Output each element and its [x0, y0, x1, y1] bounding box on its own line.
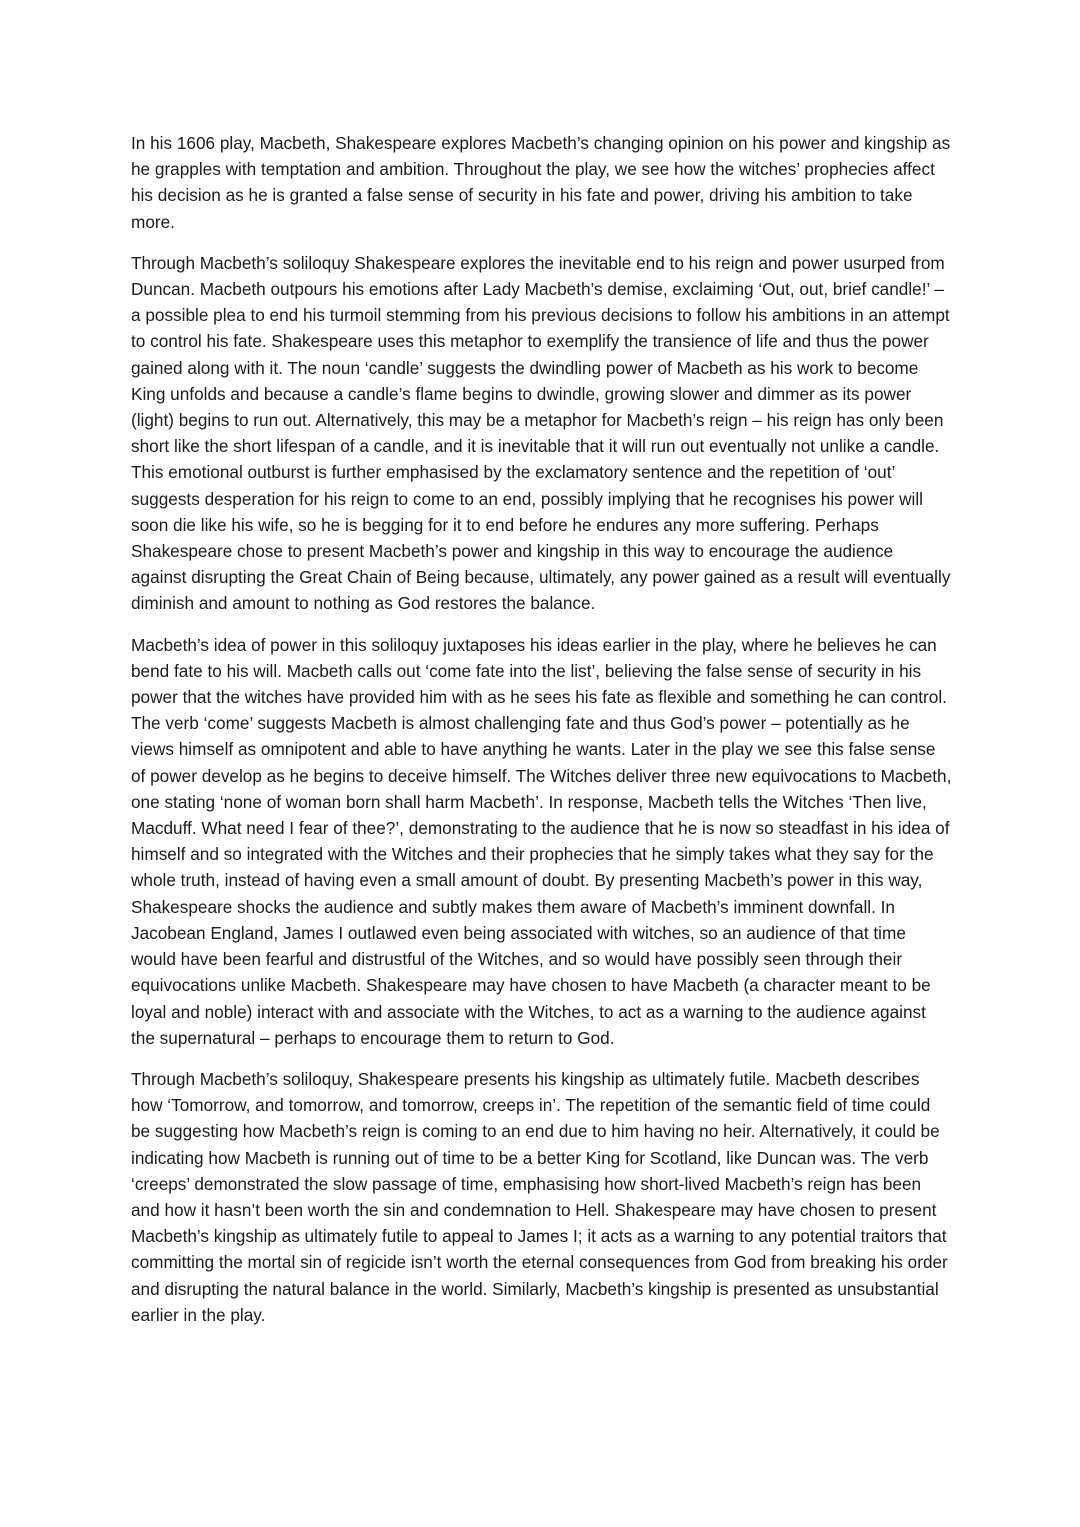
essay-body	[131, 130, 953, 1343]
paragraph-fate-and-witches: Macbeth’s idea of power in this soliloquy juxtaposes his ideas earlier in the play, where he believes he can bend fate to his will. Macbeth calls out ‘come fate into the list’, believing the false sense of security in his power that the witches have provided him with as he sees his fate as flexible and something he can control. The verb ‘come’ suggests Macbeth is almost challenging fate and thus God’s power – potentially as he views himself as omnipotent and able to have anything he wants. Later in the play we see this false sense of power develop as he begins to deceive himself. The Witches deliver three new equivocations to Macbeth, one stating ‘none of woman born shall harm Macbeth’. In response, Macbeth tells the Witches ‘Then live, Macduff. What need I fear of thee?’, demonstrating to the audience that he is now so steadfast in his idea of himself and so integrated with the Witches and their prophecies that he simply takes what they say for the whole truth, instead of having even a small amount of doubt. By presenting Macbeth’s power in this way, Shakespeare shocks the audience and subtly makes them aware of Macbeth’s imminent downfall. In Jacobean England, James I outlawed even being associated with witches, so an audience of that time would have been fearful and distrustful of the Witches, and so would have possibly seen through their equivocations unlike Macbeth. Shakespeare may have chosen to have Macbeth (a character meant to be loyal and noble) interact with and associate with the Witches, to act as a warning to the audience against the supernatural – perhaps to encourage them to return to God.	[131, 634, 952, 1048]
paragraph-introduction: In his 1606 play, Macbeth, Shakespeare explores Macbeth’s changing opinion on his power and kingship as he grapples with temptation and ambition. Throughout the play, we see how the witches’ prophecies affect his decision as he is granted a false sense of security in his fate and power, driving his ambition to take more.	[131, 133, 951, 232]
paragraph-soliloquy-candle: Through Macbeth’s soliloquy Shakespeare explores the inevitable end to his reign and power usurped from Duncan. Macbeth outpours his emotions after Lady Macbeth’s demise, exclaiming ‘Out, out, brief candle!’ – a possible plea to end his turmoil stemming from his previous decisions to follow his ambitions in an attempt to control his fate. Shakespeare uses this metaphor to exemplify the transience of life and thus the power gained along with it. The noun ‘candle’ suggests the dwindling power of Macbeth as his work to become King unfolds and because a candle’s flame begins to dwindle, growing slower and dimmer as its power (light) begins to run out. Alternatively, this may be a metaphor for Macbeth’s reign – his reign has only been short like the short lifespan of a candle, and it is inevitable that it will run out eventually not unlike a candle. This emotional outburst is further emphasised by the exclamatory sentence and the repetition of ‘out’ suggests desperation for his reign to come to an end, possibly implying that he recognises his power will soon die like his wife, so he is begging for it to end before he endures any more suffering. Perhaps Shakespeare chose to present Macbeth’s power and kingship in this way to encourage the audience against disrupting the Great Chain of Being because, ultimately, any power gained as a result will eventually diminish and amount to nothing as God restores the balance.	[131, 252, 951, 614]
paragraph-kingship-futile: Through Macbeth’s soliloquy, Shakespeare presents his kingship as ultimately futile. Macbeth describes how ‘Tomorrow, and tomorrow, and tomorrow, creeps in’. The repetition of the semantic field of time could be suggesting how Macbeth’s reign is coming to an end due to him having no heir. Alternatively, it could be indicating how Macbeth is running out of time to be a better King for Scotland, like Duncan was. The verb ‘creeps’ demonstrated the slow passage of time, emphasising how short-lived Macbeth’s reign has been and how it hasn’t been worth the sin and condemnation to Hell. Shakespeare may have chosen to present Macbeth’s kingship as ultimately futile to appeal to James I; it acts as a warning to any potential traitors that committing the mortal sin of regicide isn’t worth the eternal consequences from God from breaking his order and disrupting the natural balance in the world. Similarly, Macbeth’s kingship is presented as unsubstantial earlier in the play.	[131, 1068, 948, 1325]
